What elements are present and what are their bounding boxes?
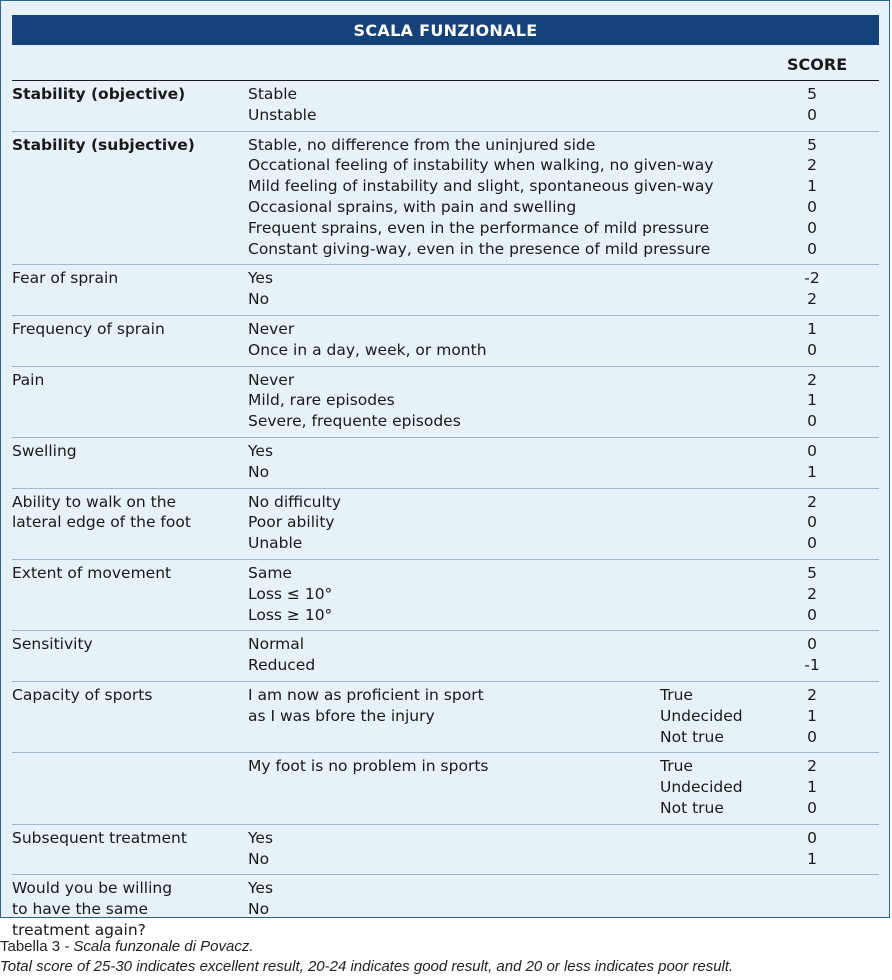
option-text: Constant giving-way, even in the presence of mild pressure	[248, 239, 711, 258]
option-line	[12, 155, 879, 176]
option-text: Unstable	[248, 105, 317, 124]
option-text: Severe, frequente episodes	[248, 412, 461, 431]
option-text: I am now as proficient in sport	[248, 685, 484, 704]
parameter-label: Sensitivity	[12, 635, 93, 654]
option-line	[12, 370, 879, 391]
table-row	[12, 80, 879, 131]
option-line	[12, 563, 879, 584]
option-line	[12, 828, 879, 849]
score-value: 0	[807, 534, 817, 553]
parameter-label: Fear of sprain	[12, 269, 119, 288]
score-value: -1	[804, 656, 820, 675]
option-text: Yes	[248, 269, 274, 288]
option-text: Occational feeling of instability when walking, no given-way	[248, 156, 714, 175]
option-line	[12, 492, 879, 513]
table-row	[12, 366, 879, 437]
score-value: 0	[807, 798, 817, 817]
option-text: Loss ≥ 10°	[248, 605, 333, 624]
table-row	[12, 131, 879, 265]
sub-option-text: Not true	[660, 727, 724, 746]
score-value: 2	[807, 370, 817, 389]
option-line	[12, 289, 879, 310]
score-value: 2	[807, 584, 817, 603]
table-row	[12, 824, 879, 875]
caption-title: - Scala funzonale di Povacz.	[60, 938, 254, 955]
table-row	[12, 630, 879, 681]
option-line	[12, 706, 879, 727]
option-line	[12, 727, 879, 748]
score-value: 0	[807, 105, 817, 124]
score-value: 1	[807, 391, 817, 410]
option-text: Never	[248, 370, 295, 389]
table-row	[12, 752, 879, 823]
option-text: Yes	[248, 828, 274, 847]
score-value: 0	[807, 197, 817, 216]
sub-option-text: Undecided	[660, 706, 743, 725]
score-value: 1	[807, 706, 817, 725]
parameter-label: Swelling	[12, 441, 77, 460]
option-line	[12, 584, 879, 605]
option-line	[12, 634, 879, 655]
option-text: Yes	[248, 879, 274, 898]
score-value: -2	[804, 269, 820, 288]
option-line	[12, 135, 879, 156]
score-value: 0	[807, 828, 817, 847]
option-text: No	[248, 900, 270, 919]
option-text: Mild, rare episodes	[248, 391, 395, 410]
table-row	[12, 488, 879, 559]
score-column-header: SCORE	[787, 55, 848, 74]
option-line	[12, 441, 879, 462]
option-line	[12, 512, 879, 533]
score-value: 5	[807, 135, 817, 154]
score-value: 0	[807, 340, 817, 359]
table-caption	[0, 937, 733, 977]
option-line	[12, 798, 879, 819]
option-line	[12, 268, 879, 289]
option-text: My foot is no problem in sports	[248, 757, 489, 776]
option-line	[12, 340, 879, 361]
option-line	[12, 849, 879, 870]
table-title: SCALA FUNZIONALE	[12, 15, 879, 45]
option-line	[12, 239, 879, 260]
score-value: 2	[807, 685, 817, 704]
score-value: 5	[807, 563, 817, 582]
score-value: 2	[807, 156, 817, 175]
parameter-label: Stability (objective)	[12, 85, 186, 103]
option-text: Occasional sprains, with pain and swelling	[248, 197, 577, 216]
option-line	[12, 685, 879, 706]
parameter-label: Would you be willing to have the same treatment again?	[12, 879, 173, 939]
sub-option-text: Undecided	[660, 778, 743, 797]
sub-option-text: True	[660, 757, 693, 776]
option-line	[12, 533, 879, 554]
table-row	[12, 264, 879, 315]
score-value: 1	[807, 849, 817, 868]
table-row	[12, 559, 879, 630]
parameter-label: Subsequent treatment	[12, 828, 187, 847]
parameter-label: Ability to walk on the lateral edge of the foot	[12, 492, 191, 532]
option-text: No	[248, 462, 270, 481]
option-line	[12, 197, 879, 218]
option-text: Never	[248, 319, 295, 338]
score-value: 0	[807, 635, 817, 654]
score-value: 2	[807, 492, 817, 511]
table-row	[12, 437, 879, 488]
option-text: Unable	[248, 534, 303, 553]
score-value: 5	[807, 85, 817, 103]
option-text: Poor ability	[248, 513, 335, 532]
table-row	[12, 315, 879, 366]
caption-label: Tabella 3	[0, 938, 61, 955]
score-value: 0	[807, 412, 817, 431]
option-line	[12, 899, 879, 920]
option-line	[12, 605, 879, 626]
option-text: No difficulty	[248, 492, 342, 511]
option-text: Loss ≤ 10°	[248, 584, 333, 603]
score-value: 1	[807, 462, 817, 481]
parameter-label: Extent of movement	[12, 563, 172, 582]
option-line	[12, 218, 879, 239]
option-text: Once in a day, week, or month	[248, 340, 487, 359]
score-value: 0	[807, 239, 817, 258]
sub-option-text: Not true	[660, 798, 724, 817]
option-text: as I was bfore the injury	[248, 706, 435, 725]
table-row	[12, 874, 879, 945]
option-text: No	[248, 849, 270, 868]
option-text: Same	[248, 563, 292, 582]
option-line	[12, 462, 879, 483]
option-text: Frequent sprains, even in the performance of mild pressure	[248, 218, 710, 237]
option-line	[12, 777, 879, 798]
option-line	[12, 319, 879, 340]
option-text: Yes	[248, 441, 274, 460]
caption-note: Total score of 25-30 indicates excellent result, 20-24 indicates good result, and 20 or less indicates poor result.	[0, 958, 734, 975]
option-line	[12, 390, 879, 411]
score-value: 0	[807, 513, 817, 532]
score-value: 0	[807, 605, 817, 624]
score-value: 1	[807, 778, 817, 797]
option-line	[12, 176, 879, 197]
option-line	[12, 105, 879, 126]
option-text: Stable, no difference from the uninjured side	[248, 135, 596, 154]
parameter-label: Capacity of sports	[12, 685, 153, 704]
option-line	[12, 655, 879, 676]
score-value: 1	[807, 319, 817, 338]
option-line	[12, 878, 879, 899]
table-row	[12, 681, 879, 752]
option-text: Stable	[248, 85, 298, 103]
parameter-label: Frequency of sprain	[12, 319, 165, 338]
sub-option-text: True	[660, 685, 693, 704]
option-line	[12, 411, 879, 432]
parameter-label: Stability (subjective)	[12, 135, 195, 154]
score-value: 0	[807, 727, 817, 746]
option-text: Normal	[248, 635, 305, 654]
table-body	[12, 80, 879, 946]
score-value: 0	[807, 441, 817, 460]
option-text: No	[248, 290, 270, 309]
score-value: 1	[807, 177, 817, 196]
score-value: 2	[807, 757, 817, 776]
parameter-label: Pain	[12, 370, 45, 389]
option-text: Reduced	[248, 656, 316, 675]
option-text: Mild feeling of instability and slight, spontaneous given-way	[248, 177, 714, 196]
option-line	[12, 84, 879, 105]
score-value: 2	[807, 290, 817, 309]
option-line	[12, 756, 879, 777]
score-value: 0	[807, 218, 817, 237]
